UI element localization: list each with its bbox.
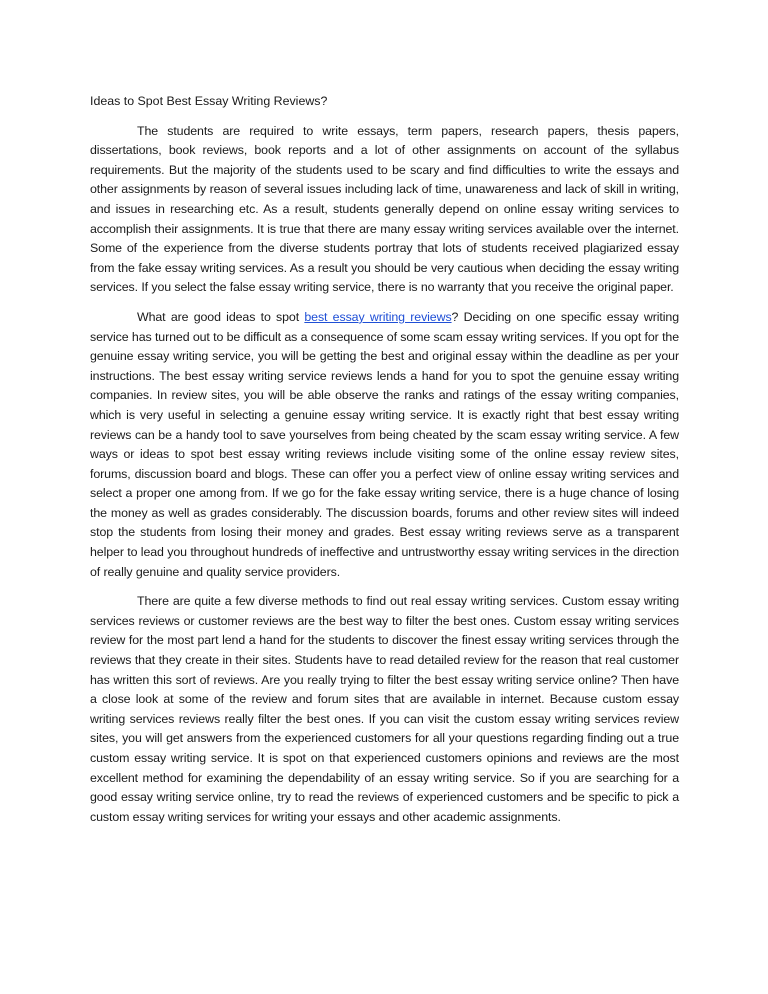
document-page bbox=[90, 92, 679, 837]
paragraph-1: The students are required to write essays, term papers, research papers, thesis papers, dissertations, book reviews, book reports and a lot of other assignments on account of the syllabus requirements. But the majority of the students used to be scary and find difficulties to write the essays and other assignments by reason of several issues including lack of time, unawareness and lack of skill in writing, and issues in researching etc. As a result, students generally depend on online essay writing services to accomplish their assignments. It is true that there are many essay writing services available over the internet. Some of the experience from the diverse students portray that lots of students received plagiarized essay from the fake essay writing services. As a result you should be very cautious when deciding the essay writing services. If you select the false essay writing service, there is no warranty that you receive the original paper. bbox=[90, 123, 679, 295]
paragraph-2-intro: What are good ideas to spot bbox=[137, 309, 305, 324]
paragraph-3: There are quite a few diverse methods to find out real essay writing services. Custom essay writing services reviews or customer reviews are the best way to filter the best ones. Custom essay writing services review for the most part lend a hand for the students to discover the finest essay writing services through the reviews that they create in their sites. Students have to read detailed review for the reason that real customer has written this sort of reviews. Are you really trying to filter the best essay writing service online? Then have a close look at some of the review and forum sites that are available in internet. Because custom essay writing services reviews really filter the best ones. If you can visit the custom essay writing services review sites, you will get answers from the experienced customers for all your questions regarding finding out a true custom essay writing service. It is spot on that experienced customers opinions and reviews are the most excellent method for examining the dependability of an essay writing service. So if you are searching for a good essay writing service online, try to read the reviews of experienced customers and be specific to pick a custom essay writing services for writing your essays and other academic assignments. bbox=[90, 594, 679, 824]
best-essay-writing-reviews-link[interactable]: best essay writing reviews bbox=[304, 309, 452, 324]
paragraph-2 bbox=[90, 308, 679, 582]
paragraph-2-body: ? Deciding on one specific essay writing service has turned out to be difficult as a consequence of some scam essay writing services. If you opt for the genuine essay writing service, you will be getting the best and original essay within the deadline as per your instructions. The best essay writing service reviews lends a hand for you to spot the genuine essay writing companies. In review sites, you will be able observe the ranks and ratings of the essay writing companies, which is very useful in selecting a genuine essay writing service. It is exactly right that best essay writing reviews can be a handy tool to save yourselves from being cheated by the scam essay writing service. A few ways or ideas to spot best essay writing reviews include visiting some of the online essay review sites, forums, discussion board and blogs. These can offer you a perfect view of online essay writing services and select a proper one among from. If we go for the fake essay writing service, there is a huge chance of losing the money as well as grades considerably. The discussion boards, forums and other review sites will indeed stop the students from losing their money and grades. Best essay writing reviews serve as a transparent helper to lead you throughout hundreds of ineffective and untrustworthy essay writing services in the direction of really genuine and quality service providers. bbox=[90, 309, 679, 579]
document-title: Ideas to Spot Best Essay Writing Reviews? bbox=[90, 94, 328, 108]
